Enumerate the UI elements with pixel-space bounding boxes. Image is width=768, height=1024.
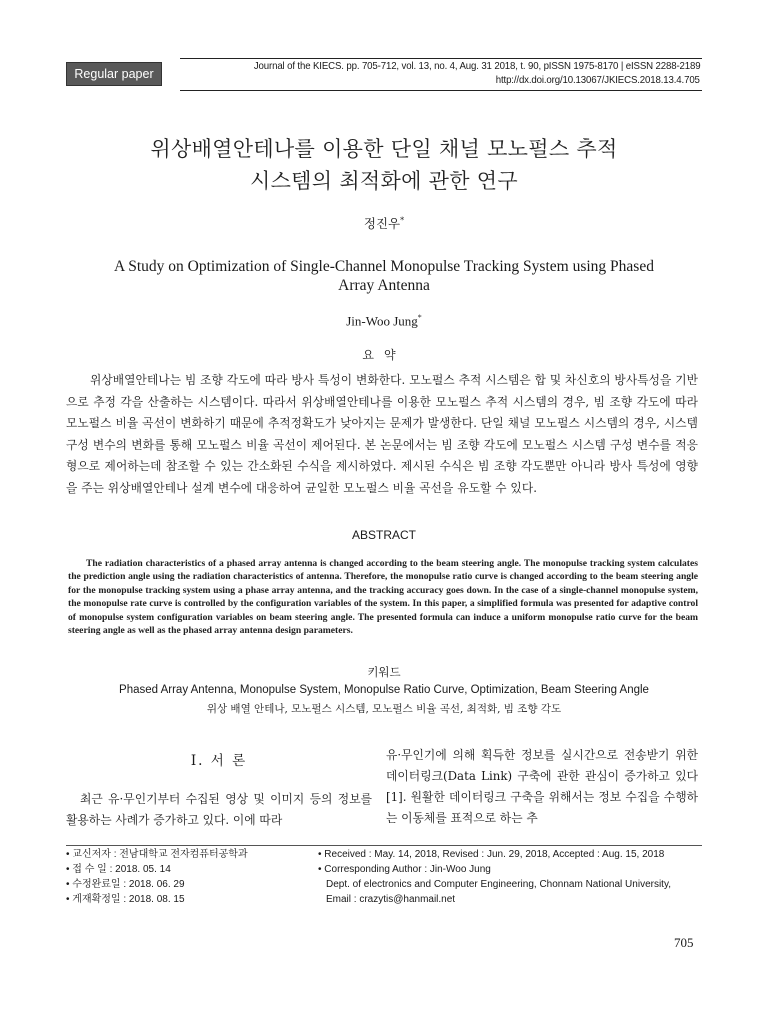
english-title-line1: A Study on Optimization of Single-Channel Monopulse Tracking System using Phased [114, 258, 654, 275]
footnotes-korean [66, 847, 248, 907]
header-rule-bottom [180, 90, 702, 91]
footnote-email[interactable]: Email : crazytis@hanmail.net [326, 894, 456, 905]
regular-paper-badge: Regular paper [66, 62, 162, 86]
keywords-heading: 키워드 [367, 665, 401, 679]
body-text-left-column: 최근 유·무인기부터 수집된 영상 및 이미지 등의 정보를 활용하는 사례가 증가하고 있다. 이에 따라 [66, 792, 372, 827]
korean-author-mark: * [400, 215, 405, 225]
footnotes-english [318, 847, 671, 907]
english-abstract: The radiation characteristics of a phased array antenna is changed according to the beam steering angle. The monopulse tracking system calculates the prediction angle using the radiation characteristics of antenna. Therefore, the monopulse ratio curve is changed according to the beam steering angle for the monopulse tracking system using a phase array antenna, and the tracking accuracy goes down. In the case of a single-channel monopulse system, the monopulse rate curve is controlled by the configuration variables of the system. In this paper, a simplified formula was presented for adaptive control of monopulse system configuration variables on beam steering angle. The presented formula can induce a uniform monopulse ratio curve for the beam steering angle as well as the phased array antenna design parameters. [68, 558, 698, 637]
english-title-line2: Array Antenna [338, 277, 430, 294]
footnote-line: • 수정완료일 : 2018. 06. 29 [66, 879, 185, 890]
english-title [60, 257, 708, 295]
footnote-line: • 교신저자 : 전남대학교 전자컴퓨터공학과 [66, 849, 248, 860]
korean-abstract: 위상배열안테나는 빔 조향 각도에 따라 방사 특성이 변화한다. 모노펄스 추적 시스템은 합 및 차신호의 방사특성을 기반으로 추정 각을 산출하는 시스템이다. 따라서 위상배열안테나를 이용한 모노펄스 추적 시스템의 경우, 빔 조향 각도에 따라 모노펄스 비율 곡선이 변화하기 때문에 추적정확도가 낮아지는 문제가 발생한다. 단일 채널 모노펄스 시스템의 경우, 시스템 구성 변수의 변화를 통해 모노펄스 비율 곡선이 제어된다. 본 논문에서는 빔 조향 각도에 모노펄스 시스템 구성 변수를 적응형으로 제어하는데 참조할 수 있는 간소화된 수식을 제시하였다. 제시된 수식은 빔 조향 각도뿐만 아니라 방사 특성에 영향을 주는 위상배열안테나 설계 변수에 대응하여 균일한 모노펄스 비율 곡선을 유도할 수 있다. [66, 373, 698, 495]
korean-author [60, 214, 708, 232]
footnote-line: Dept. of electronics and Computer Engineering, Chonnam National University, [326, 879, 671, 890]
korean-abstract-heading: 요약 [362, 348, 406, 362]
footnote-rule [66, 845, 702, 846]
keywords-english: Phased Array Antenna, Monopulse System, Monopulse Ratio Curve, Optimization, Beam Steering Angle [119, 684, 649, 696]
english-author [60, 313, 708, 329]
footnote-line: • 접 수 일 : 2018. 05. 14 [66, 864, 171, 875]
footnote-line: • 게재확정일 : 2018. 08. 15 [66, 894, 185, 905]
korean-title-line1: 위상배열안테나를 이용한 단일 채널 모노펄스 추적 [150, 137, 618, 161]
section-heading-introduction: Ⅰ. 서 론 [190, 753, 248, 769]
keywords-korean: 위상 배열 안테나, 모노펄스 시스템, 모노펄스 비율 곡선, 최적화, 빔 조향 각도 [206, 703, 562, 715]
footnote-line: • Received : May. 14, 2018, Revised : Jun. 29, 2018, Accepted : Aug. 15, 2018 [318, 849, 665, 860]
page-number: 705 [674, 935, 694, 950]
abstract-heading: ABSTRACT [351, 528, 416, 542]
body-text-right-column: 유·무인기에 의해 획득한 정보를 실시간으로 전송받기 위한 데이터링크(Data Link) 구축에 관한 관심이 증가하고 있다[1]. 원활한 데이터링크 구축을 위해서는 정보 수집을 수행하는 이동체를 표적으로 하는 추 [386, 748, 698, 825]
english-author-mark: * [417, 313, 422, 322]
korean-author-name: 정진우 [363, 216, 401, 231]
korean-title-line2: 시스템의 최적화에 관한 연구 [250, 169, 518, 193]
korean-title [60, 133, 708, 197]
doi-link[interactable]: http://dx.doi.org/10.13067/JKIECS.2018.13.4.705 [495, 74, 700, 86]
header-rule-top [180, 58, 702, 59]
footnote-line: • Corresponding Author : Jin-Woo Jung [318, 864, 491, 875]
english-author-name: Jin-Woo Jung [346, 313, 418, 329]
journal-citation: Journal of the KIECS. pp. 705-712, vol. 13, no. 4, Aug. 31 2018, t. 90, pISSN 1975-8170 | eISSN 2288-2189 [253, 60, 700, 72]
